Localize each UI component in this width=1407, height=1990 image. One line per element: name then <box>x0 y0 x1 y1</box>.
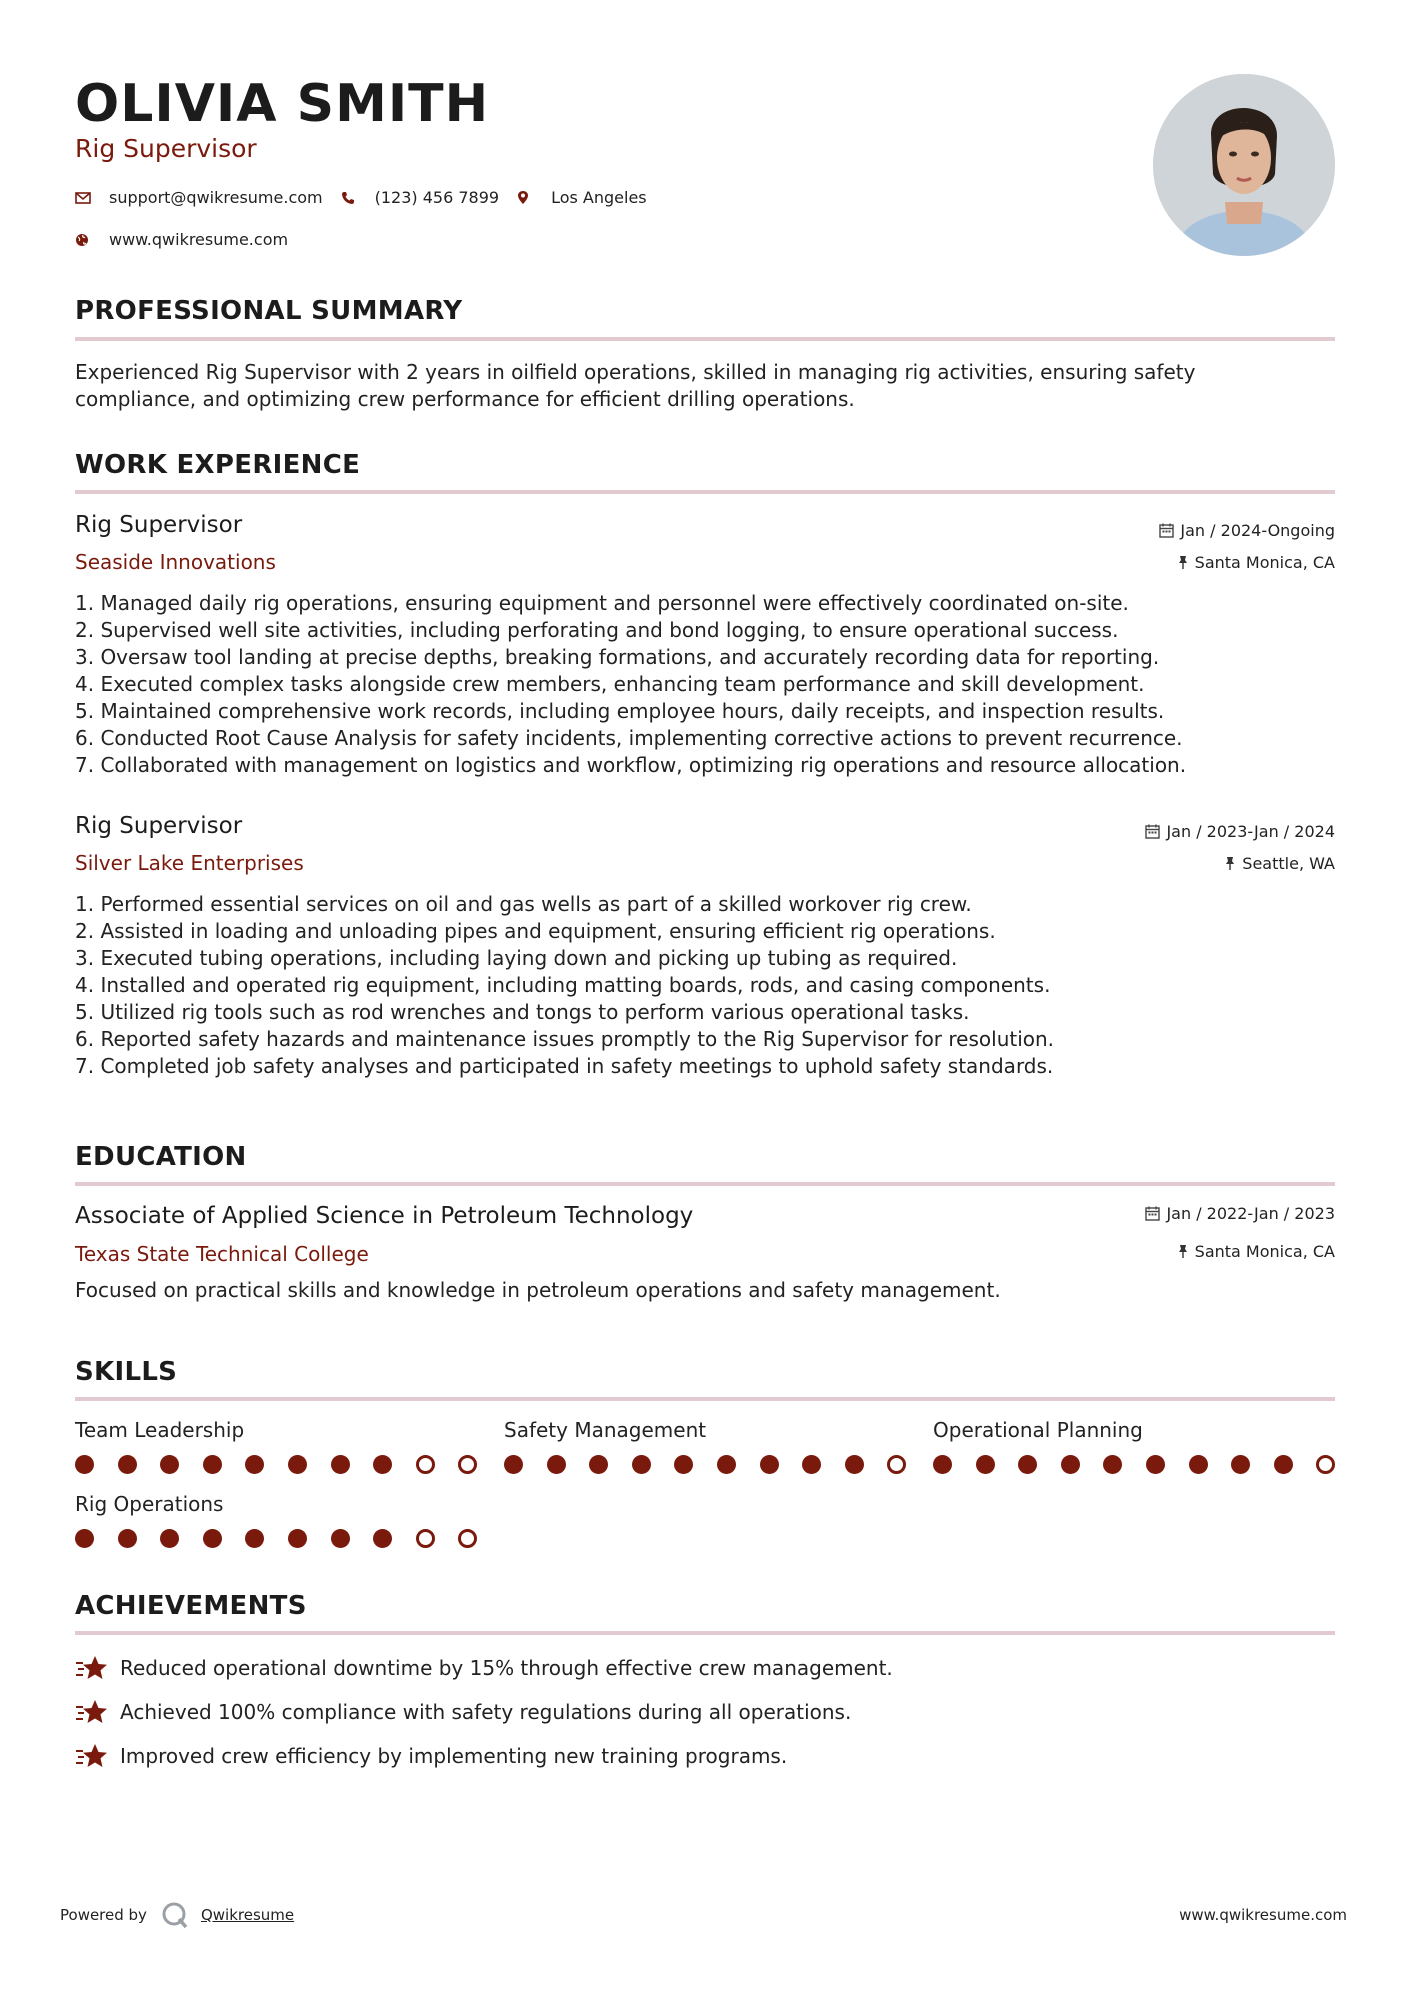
contact-email[interactable]: support@qwikresume.com <box>75 188 323 207</box>
skill-dot-filled <box>504 1455 523 1474</box>
skill-dot-filled <box>976 1455 995 1474</box>
education-dates: Jan / 2022-Jan / 2023 <box>1145 1204 1335 1223</box>
skill-dot-filled <box>160 1455 179 1474</box>
experience-divider <box>75 490 1335 494</box>
achievement-item: Achieved 100% compliance with safety regulations during all operations. <box>75 1698 851 1726</box>
list-item: 1. Performed essential services on oil and gas wells as part of a skilled workover rig crew. <box>75 892 972 916</box>
skill-dot-filled <box>1146 1455 1165 1474</box>
skill-dot-filled <box>632 1455 651 1474</box>
skill-4-rating <box>75 1529 501 1549</box>
skill-dot-filled <box>245 1455 264 1474</box>
candidate-name: OLIVIA SMITH <box>75 74 490 134</box>
star-icon <box>75 1654 109 1682</box>
contact-row-1 <box>75 188 665 207</box>
list-item: 3. Executed tubing operations, including laying down and picking up tubing as required. <box>75 946 958 970</box>
skill-4-label: Rig Operations <box>75 1492 224 1516</box>
skill-dot-filled <box>118 1529 137 1548</box>
achievements-divider <box>75 1631 1335 1635</box>
list-item: 6. Conducted Root Cause Analysis for safety incidents, implementing corrective actions to prevent recurrence. <box>75 726 1183 750</box>
job-2-responsibilities <box>75 891 1335 1080</box>
skill-dot-empty <box>887 1455 906 1474</box>
skill-dot-filled <box>589 1455 608 1474</box>
calendar-icon <box>1145 1206 1160 1221</box>
achievements-heading: ACHIEVEMENTS <box>75 1591 307 1621</box>
skill-dot-filled <box>118 1455 137 1474</box>
skill-2-rating <box>504 1455 930 1475</box>
skill-dot-filled <box>1189 1455 1208 1474</box>
skill-dot-filled <box>1231 1455 1250 1474</box>
globe-icon <box>75 233 109 247</box>
skill-dot-empty <box>416 1529 435 1548</box>
education-divider <box>75 1182 1335 1186</box>
qwikresume-link[interactable]: Qwikresume <box>200 1906 295 1924</box>
skill-2-label: Safety Management <box>504 1418 707 1442</box>
education-description: Focused on practical skills and knowledge in petroleum operations and safety management. <box>75 1278 1001 1302</box>
star-icon <box>75 1742 109 1770</box>
calendar-icon <box>1145 824 1160 839</box>
education-heading: EDUCATION <box>75 1142 247 1172</box>
contact-phone[interactable]: (123) 456 7899 <box>341 188 499 207</box>
skill-dot-filled <box>1103 1455 1122 1474</box>
skill-dot-filled <box>331 1529 350 1548</box>
summary-divider <box>75 337 1335 341</box>
pin-icon <box>1177 1244 1189 1259</box>
calendar-icon <box>1159 523 1174 538</box>
skill-dot-filled <box>1018 1455 1037 1474</box>
achievement-item: Improved crew efficiency by implementing new training programs. <box>75 1742 787 1770</box>
job-2-dates: Jan / 2023-Jan / 2024 <box>1145 822 1335 841</box>
footer-website[interactable]: www.qwikresume.com <box>1179 1906 1347 1924</box>
star-icon <box>75 1698 109 1726</box>
pin-icon <box>1177 555 1189 570</box>
list-item: 7. Collaborated with management on logistics and workflow, optimizing rig operations and resource allocation. <box>75 753 1187 777</box>
list-item: 7. Completed job safety analyses and participated in safety meetings to uphold safety standards. <box>75 1054 1054 1078</box>
contact-location: Los Angeles <box>517 188 647 207</box>
skill-3-rating <box>933 1455 1359 1475</box>
skill-dot-filled <box>288 1455 307 1474</box>
list-item: 5. Maintained comprehensive work records, including employee hours, daily receipts, and inspection results. <box>75 699 1165 723</box>
skill-dot-filled <box>547 1455 566 1474</box>
list-item: 4. Installed and operated rig equipment, including matting boards, rods, and casing components. <box>75 973 1051 997</box>
education-location: Santa Monica, CA <box>1177 1242 1335 1261</box>
job-1-company: Seaside Innovations <box>75 550 276 574</box>
skill-dot-filled <box>674 1455 693 1474</box>
skill-dot-filled <box>203 1455 222 1474</box>
map-marker-icon <box>517 190 551 205</box>
skill-dot-filled <box>1061 1455 1080 1474</box>
skill-dot-filled <box>331 1455 350 1474</box>
education-degree: Associate of Applied Science in Petroleum Technology <box>75 1203 694 1229</box>
skill-3-label: Operational Planning <box>933 1418 1143 1442</box>
skill-dot-filled <box>203 1529 222 1548</box>
skills-divider <box>75 1397 1335 1401</box>
profile-photo <box>1153 74 1335 256</box>
contact-website[interactable]: www.qwikresume.com <box>75 230 288 249</box>
skill-dot-filled <box>245 1529 264 1548</box>
summary-heading: PROFESSIONAL SUMMARY <box>75 296 463 326</box>
list-item: 4. Executed complex tasks alongside crew members, enhancing team performance and skill development. <box>75 672 1145 696</box>
skill-dot-filled <box>1274 1455 1293 1474</box>
skill-dot-filled <box>717 1455 736 1474</box>
list-item: 5. Utilized rig tools such as rod wrenches and tongs to perform various operational tasks. <box>75 1000 970 1024</box>
job-2-location: Seattle, WA <box>1224 854 1335 873</box>
job-1-responsibilities <box>75 590 1335 779</box>
job-1-dates: Jan / 2024-Ongoing <box>1159 521 1335 540</box>
list-item: 2. Assisted in loading and unloading pipes and equipment, ensuring efficient rig operations. <box>75 919 996 943</box>
list-item: 3. Oversaw tool landing at precise depths, breaking formations, and accurately recording data for reporting. <box>75 645 1160 669</box>
phone-icon <box>341 191 375 205</box>
achievement-item: Reduced operational downtime by 15% through effective crew management. <box>75 1654 893 1682</box>
skill-dot-filled <box>845 1455 864 1474</box>
candidate-title: Rig Supervisor <box>75 134 257 163</box>
list-item: 6. Reported safety hazards and maintenance issues promptly to the Rig Supervisor for resolution. <box>75 1027 1055 1051</box>
skill-dot-filled <box>760 1455 779 1474</box>
pin-icon <box>1224 856 1236 871</box>
job-2-company: Silver Lake Enterprises <box>75 851 304 875</box>
skill-dot-filled <box>802 1455 821 1474</box>
skill-dot-empty <box>458 1455 477 1474</box>
summary-text: Experienced Rig Supervisor with 2 years in oilfield operations, skilled in managing rig activities, ensuring safety compliance, and optimizing crew performance for efficient drilling operations. <box>75 360 1196 411</box>
job-1-title: Rig Supervisor <box>75 512 243 538</box>
skill-dot-filled <box>75 1529 94 1548</box>
job-2-title: Rig Supervisor <box>75 813 243 839</box>
footer-powered-by: Powered by Qwikresume <box>60 1901 294 1929</box>
experience-heading: WORK EXPERIENCE <box>75 450 361 480</box>
contact-row-2 <box>75 230 306 249</box>
skill-dot-filled <box>288 1529 307 1548</box>
skill-dot-empty <box>416 1455 435 1474</box>
skill-dot-filled <box>373 1529 392 1548</box>
skills-heading: SKILLS <box>75 1357 178 1387</box>
skill-dot-filled <box>160 1529 179 1548</box>
job-1-location: Santa Monica, CA <box>1177 553 1335 572</box>
skill-dot-filled <box>373 1455 392 1474</box>
skill-dot-filled <box>933 1455 952 1474</box>
list-item: 1. Managed daily rig operations, ensuring equipment and personnel were effectively coordinated on-site. <box>75 591 1129 615</box>
skill-1-label: Team Leadership <box>75 1418 245 1442</box>
skill-dot-empty <box>458 1529 477 1548</box>
skill-dot-filled <box>75 1455 94 1474</box>
education-school: Texas State Technical College <box>75 1242 369 1266</box>
skill-1-rating <box>75 1455 501 1475</box>
list-item: 2. Supervised well site activities, including perforating and bond logging, to ensure operational success. <box>75 618 1119 642</box>
qwikresume-logo-icon <box>161 1901 189 1929</box>
envelope-icon <box>75 192 109 204</box>
skill-dot-empty <box>1316 1455 1335 1474</box>
